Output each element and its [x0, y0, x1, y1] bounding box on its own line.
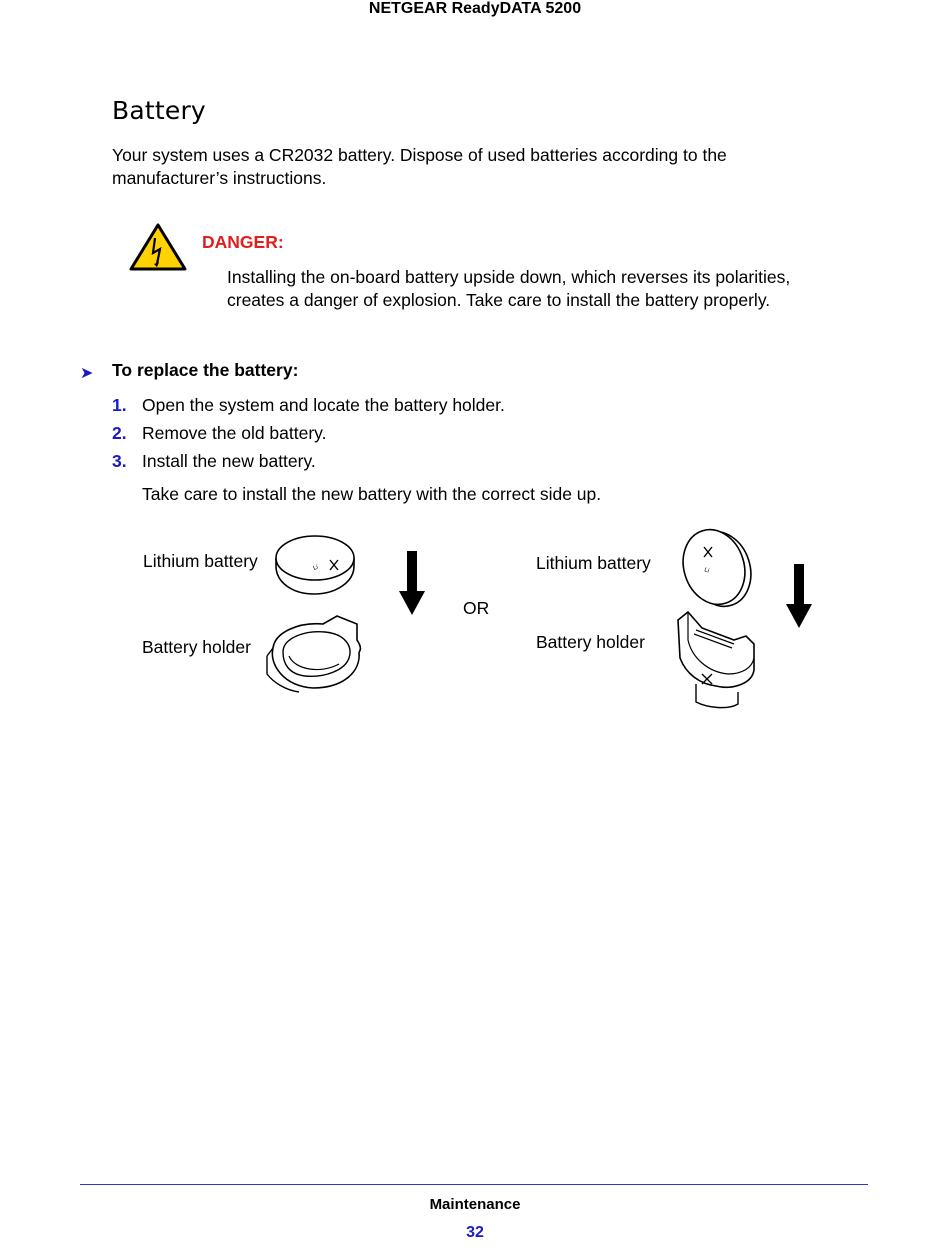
coin-battery-upright-icon	[676, 527, 758, 616]
left-holder-label: Battery holder	[142, 637, 251, 657]
right-holder-label: Battery holder	[536, 632, 645, 652]
step-text: Remove the old battery.	[142, 423, 327, 443]
right-battery-label: Lithium battery	[536, 553, 651, 573]
danger-label: DANGER:	[202, 232, 284, 252]
step-text: Open the system and locate the battery holder.	[142, 395, 505, 415]
danger-text: Installing the on-board battery upside down, which reverses its polarities, creates a danger of explosion. Take care to install the battery properly.	[227, 267, 791, 310]
step-number: 1.	[112, 395, 127, 415]
svg-text:Li: Li	[703, 567, 710, 575]
footer-rule	[80, 1184, 868, 1185]
page-number: 32	[466, 1224, 484, 1241]
down-arrow-icon	[398, 551, 426, 622]
running-header: NETGEAR ReadyDATA 5200	[368, 0, 582, 17]
down-arrow-icon	[785, 564, 813, 635]
coin-battery-icon	[272, 534, 362, 603]
procedure-title: To replace the battery:	[112, 360, 299, 380]
step-text: Install the new battery.	[142, 451, 316, 471]
battery-holder-upright-icon	[672, 610, 762, 717]
section-title: Battery	[112, 96, 206, 125]
footer-section-name: Maintenance	[429, 1196, 521, 1213]
or-label: OR	[463, 598, 490, 618]
svg-text:Li: Li	[312, 564, 320, 572]
procedure-arrow-icon: ➤	[80, 365, 94, 382]
electrical-hazard-icon	[128, 222, 188, 277]
battery-holder-icon	[265, 612, 365, 699]
intro-paragraph: Your system uses a CR2032 battery. Dispose of used batteries according to the manufacturer’s instructions.	[112, 145, 727, 188]
left-battery-label: Lithium battery	[143, 551, 258, 571]
step-note: Take care to install the new battery with the correct side up.	[142, 484, 602, 504]
step-number: 2.	[112, 423, 127, 443]
step-number: 3.	[112, 451, 127, 471]
